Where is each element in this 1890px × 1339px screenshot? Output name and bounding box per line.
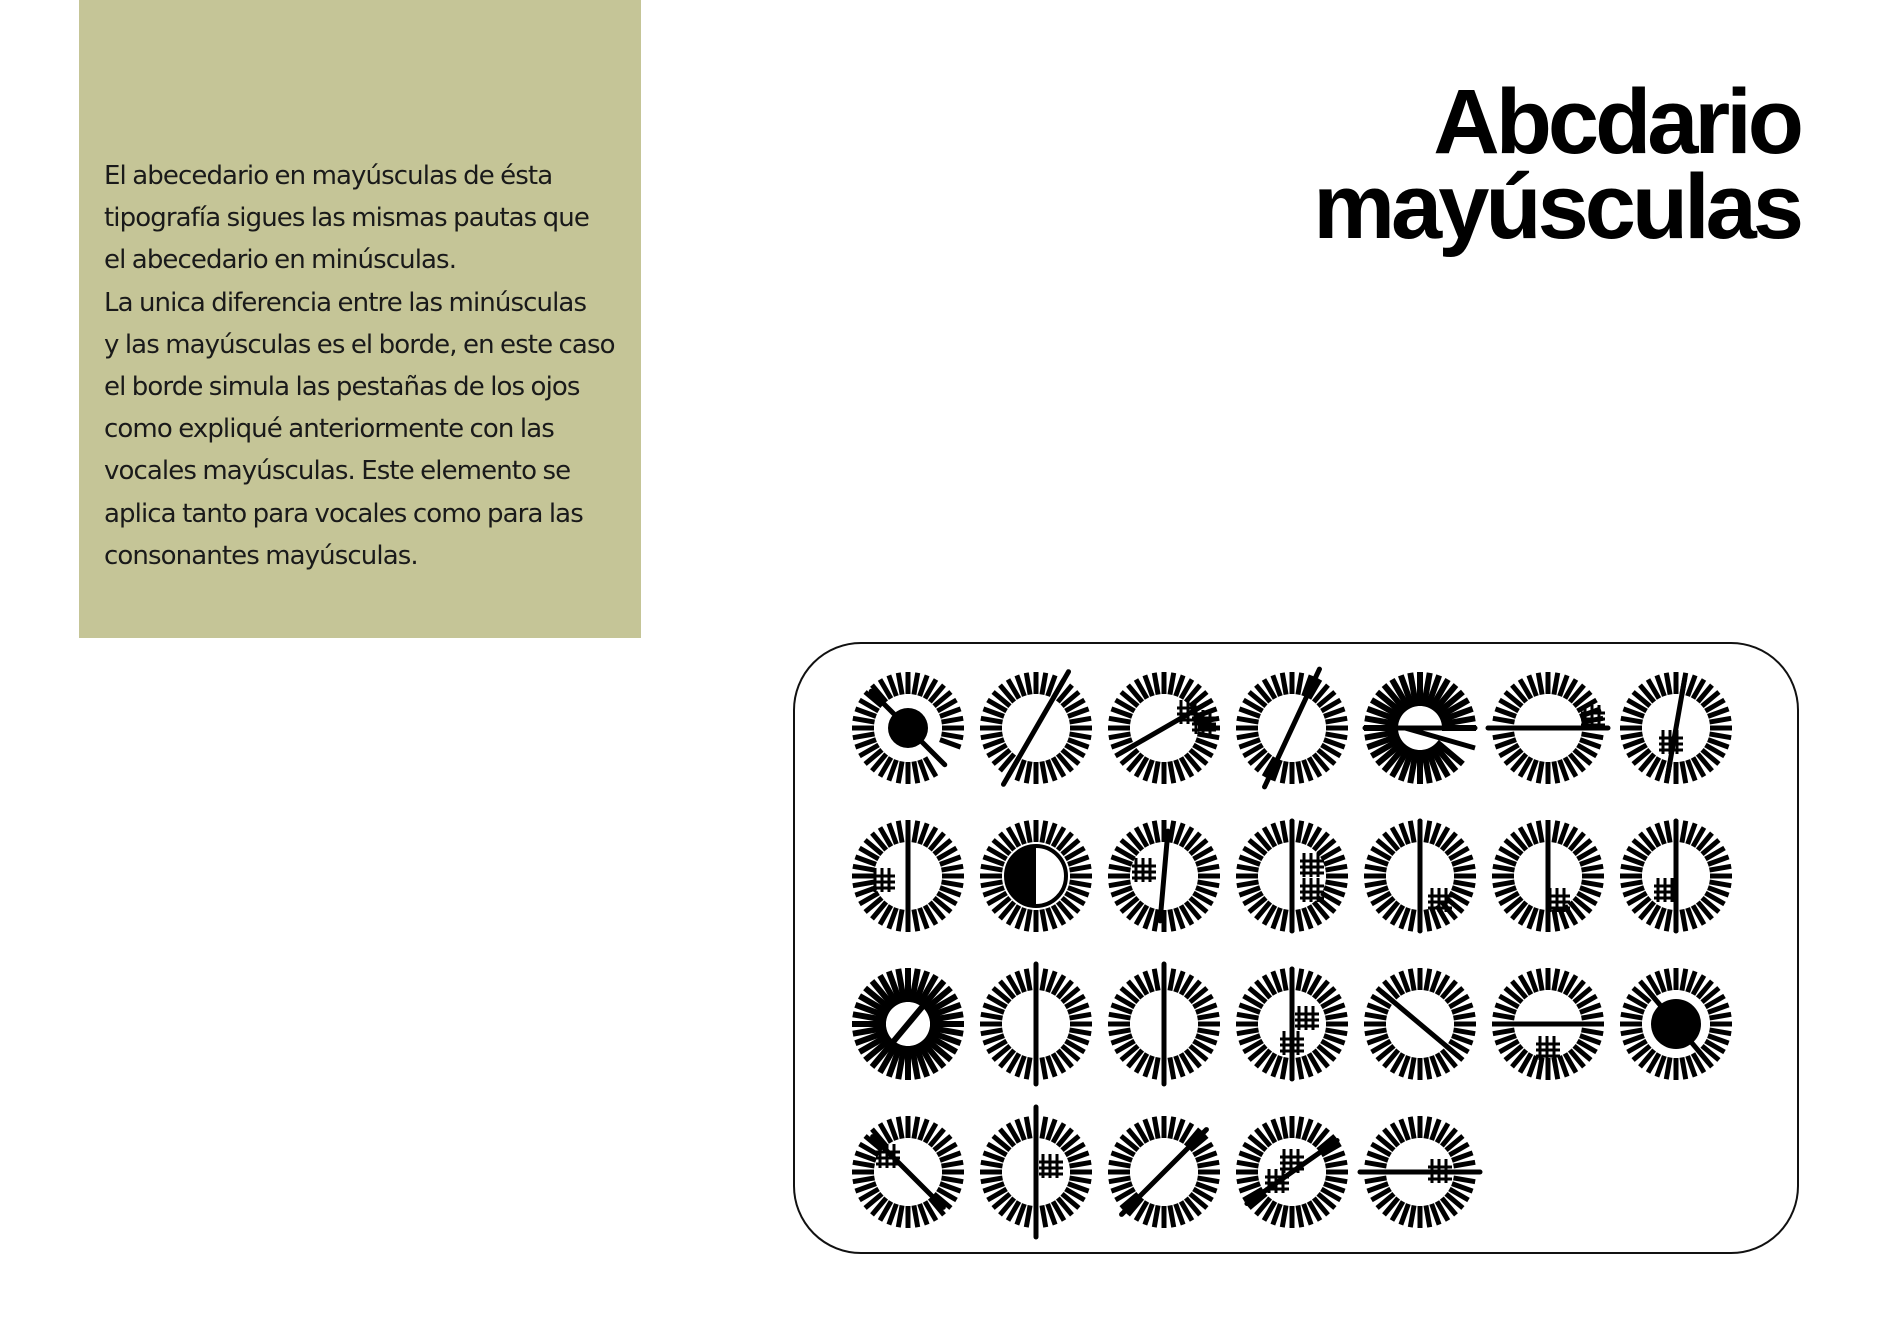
glyph-lash	[1170, 761, 1174, 783]
glyph-lash	[1237, 734, 1259, 738]
glyph-lash	[1154, 909, 1158, 931]
glyph-lash	[1709, 882, 1731, 886]
glyph-lash	[1042, 673, 1046, 695]
glyph-stroke	[1122, 1130, 1207, 1215]
glyph-lash	[1154, 761, 1158, 783]
glyph-lash	[1666, 1057, 1670, 1079]
glyph-lash	[1298, 1205, 1302, 1227]
glyph-lash	[1365, 1178, 1387, 1182]
glyph-lash	[914, 1205, 918, 1227]
glyph-lash	[1197, 1162, 1219, 1166]
glyph-lash	[941, 1162, 963, 1166]
glyph-lash	[914, 821, 918, 843]
glyph-lash	[1282, 969, 1286, 991]
glyph-lash	[1410, 969, 1414, 991]
glyph-lash	[1538, 909, 1542, 931]
glyph-lash	[981, 734, 1003, 738]
glyph-lash	[1554, 821, 1558, 843]
glyph-lash	[1282, 821, 1286, 843]
glyph-lash	[1170, 1057, 1174, 1079]
intro-line: La unica diferencia entre las minúsculas	[104, 287, 587, 318]
glyph-lash	[1410, 909, 1414, 931]
glyph-lash	[1026, 1117, 1030, 1139]
glyph-letter-7	[1621, 655, 1751, 795]
glyph-lash	[1426, 909, 1430, 931]
intro-panel	[79, 0, 641, 638]
glyph-lash	[1109, 1030, 1131, 1034]
glyph-lash	[1325, 882, 1347, 886]
glyph-lash	[1154, 1117, 1158, 1139]
glyph-lash	[1069, 718, 1091, 722]
glyph-lash	[1666, 909, 1670, 931]
glyph-letter-11	[1237, 803, 1367, 943]
glyph-lash	[1325, 1014, 1347, 1018]
glyph-lash	[1069, 866, 1091, 870]
glyph-lash	[1554, 1057, 1558, 1079]
glyph-lash	[1109, 866, 1131, 870]
glyph-letter-14	[1621, 803, 1751, 943]
glyph-lash	[1026, 969, 1030, 991]
glyph-lash	[1282, 673, 1286, 695]
glyph-lash	[1069, 1162, 1091, 1166]
glyph-lash	[1682, 761, 1686, 783]
glyph-lash	[1365, 882, 1387, 886]
glyph-lash	[1154, 673, 1158, 695]
glyph-lash	[1154, 1205, 1158, 1227]
glyph-letter-20	[1493, 951, 1623, 1091]
glyph-lash	[853, 1178, 875, 1182]
glyph-lash	[1554, 673, 1558, 695]
glyph-letter-25	[1237, 1099, 1367, 1239]
glyph-lash	[1554, 761, 1558, 783]
glyph-lash	[853, 1162, 875, 1166]
glyph-lash	[941, 866, 963, 870]
glyph-lash	[853, 718, 875, 722]
glyph-letter-8	[853, 803, 983, 943]
glyph-lash	[1154, 1057, 1158, 1079]
glyph-lash	[1109, 1014, 1131, 1018]
glyph-lash	[898, 1117, 902, 1139]
glyph-lash	[1410, 821, 1414, 843]
alphabet-glyph-grid	[853, 655, 1753, 1255]
glyph-lash	[1621, 866, 1643, 870]
glyph-lash	[1493, 1030, 1515, 1034]
glyph-lash	[1325, 718, 1347, 722]
glyph-lash	[1453, 1014, 1475, 1018]
glyph-lash	[1298, 673, 1302, 695]
glyph-lash	[1237, 718, 1259, 722]
glyph-lash	[853, 734, 875, 738]
glyph-lash	[941, 1178, 963, 1182]
glyph-lash	[1282, 1117, 1286, 1139]
glyph-lash	[1154, 969, 1158, 991]
title-line-2: mayúsculas	[1313, 156, 1800, 258]
glyph-lash	[941, 718, 963, 722]
glyph-lash	[1109, 718, 1131, 722]
glyph-lash	[1026, 761, 1030, 783]
glyph-lash	[1298, 761, 1302, 783]
intro-line: aplica tanto para vocales como para las	[104, 498, 583, 529]
intro-line: vocales mayúsculas. Este elemento se	[104, 456, 571, 487]
glyph-letter-10	[1109, 803, 1239, 943]
glyph-lash	[1365, 866, 1387, 870]
glyph-lash	[1709, 1014, 1731, 1018]
glyph-stroke	[873, 1137, 944, 1208]
glyph-letter-6	[1493, 655, 1623, 795]
glyph-lash	[1069, 1178, 1091, 1182]
glyph-lash	[1493, 866, 1515, 870]
glyph-lash	[1042, 821, 1046, 843]
glyph-lash	[981, 882, 1003, 886]
glyph-lash	[1042, 969, 1046, 991]
glyph-letter-12	[1365, 803, 1495, 943]
glyph-letter-21	[1621, 951, 1751, 1091]
intro-paragraph	[104, 155, 634, 577]
glyph-lash	[1197, 882, 1219, 886]
glyph-lash	[1237, 1162, 1259, 1166]
glyph-letter-2	[981, 655, 1111, 795]
glyph-lash	[1426, 821, 1430, 843]
glyph-lash	[1170, 1205, 1174, 1227]
glyph-lash	[1282, 761, 1286, 783]
glyph-letter-19	[1365, 951, 1495, 1091]
glyph-lash	[1237, 882, 1259, 886]
glyph-lash	[941, 734, 963, 738]
glyph-lash	[1621, 1014, 1643, 1018]
glyph-lash	[914, 909, 918, 931]
glyph-lash	[1410, 1117, 1414, 1139]
glyph-lash	[1538, 821, 1542, 843]
glyph-lash	[981, 866, 1003, 870]
glyph-lash	[1237, 1014, 1259, 1018]
glyph-lash	[1709, 734, 1731, 738]
glyph-lash	[898, 673, 902, 695]
glyph-lash	[914, 1117, 918, 1139]
glyph-lash	[981, 718, 1003, 722]
glyph-lash	[981, 1162, 1003, 1166]
glyph-lash	[1026, 821, 1030, 843]
intro-line: como expliqué anteriormente con las	[104, 414, 554, 445]
glyph-lash	[1453, 1162, 1475, 1166]
glyph-lash	[1538, 969, 1542, 991]
glyph-lash	[1298, 969, 1302, 991]
glyph-lash	[1069, 1030, 1091, 1034]
glyph-lash	[1109, 882, 1131, 886]
glyph-lash	[1170, 909, 1174, 931]
glyph-lash	[1682, 821, 1686, 843]
glyph-lash	[1453, 882, 1475, 886]
glyph-lash	[898, 761, 902, 783]
glyph-lash	[1282, 1205, 1286, 1227]
glyph-lash	[1197, 1178, 1219, 1182]
glyph-letter-5	[1365, 655, 1495, 795]
intro-line: tipografía sigues las mismas pautas que	[104, 203, 589, 234]
glyph-letter-15	[853, 951, 983, 1091]
glyph-lash	[1621, 718, 1643, 722]
glyph-lash	[1581, 882, 1603, 886]
glyph-lash	[1453, 866, 1475, 870]
glyph-lash	[981, 1014, 1003, 1018]
glyph-lash	[940, 740, 961, 748]
glyph-letter-13	[1493, 803, 1623, 943]
title-line-1: Abcdario	[1433, 71, 1800, 173]
glyph-lash	[1237, 1030, 1259, 1034]
glyph-lash	[914, 761, 918, 783]
glyph-lash	[1581, 1014, 1603, 1018]
glyph-lash	[1042, 909, 1046, 931]
glyph-lash	[1298, 909, 1302, 931]
glyph-lash	[1197, 1014, 1219, 1018]
glyph-lash	[1538, 673, 1542, 695]
glyph-lash	[1682, 969, 1686, 991]
glyph-lash	[1426, 969, 1430, 991]
glyph-letter-9	[981, 803, 1111, 943]
glyph-half-fill	[1006, 846, 1036, 906]
glyph-lash	[1042, 1057, 1046, 1079]
glyph-lash	[898, 909, 902, 931]
glyph-lash	[1237, 866, 1259, 870]
glyph-lash	[1621, 734, 1643, 738]
glyph-lash	[1042, 1205, 1046, 1227]
glyph-lash	[1026, 1205, 1030, 1227]
glyph-lash	[1109, 734, 1131, 738]
glyph-lash	[1237, 1178, 1259, 1182]
glyph-lash	[1325, 866, 1347, 870]
glyph-lash	[1170, 673, 1174, 695]
glyph-lash	[1493, 882, 1515, 886]
glyph-lash	[1493, 718, 1515, 722]
intro-line: El abecedario en mayúsculas de ésta	[104, 161, 553, 191]
glyph-lash	[1621, 1030, 1643, 1034]
glyph-lash	[1554, 909, 1558, 931]
glyph-lash	[1154, 821, 1158, 843]
glyph-lash	[1682, 909, 1686, 931]
glyph-stroke	[1160, 831, 1168, 921]
glyph-lash	[981, 1030, 1003, 1034]
glyph-lash	[1026, 1057, 1030, 1079]
glyph-lash	[1325, 1162, 1347, 1166]
glyph-lash	[1109, 1162, 1131, 1166]
glyph-letter-18	[1237, 951, 1367, 1091]
glyph-lash	[1069, 1014, 1091, 1018]
glyph-lash	[1042, 761, 1046, 783]
glyph-lash	[1410, 1205, 1414, 1227]
glyph-lash	[1170, 969, 1174, 991]
glyph-lash	[1170, 821, 1174, 843]
glyph-lash	[1069, 882, 1091, 886]
glyph-lash	[1170, 1117, 1174, 1139]
glyph-lash	[1365, 1030, 1387, 1034]
glyph-letter-26	[1365, 1099, 1495, 1239]
glyph-lash	[1493, 734, 1515, 738]
glyph-lash	[1666, 673, 1670, 695]
glyph-lash	[1282, 909, 1286, 931]
glyph-lash	[1426, 1205, 1430, 1227]
glyph-letter-1	[853, 655, 983, 795]
glyph-lash	[1581, 1030, 1603, 1034]
glyph-letter-22	[853, 1099, 983, 1239]
glyph-lash	[1282, 1057, 1286, 1079]
glyph-lash	[1298, 821, 1302, 843]
glyph-lash	[853, 866, 875, 870]
glyph-lash	[1197, 734, 1219, 738]
glyph-lash	[981, 1178, 1003, 1182]
glyph-lash	[1026, 673, 1030, 695]
glyph-lash	[898, 821, 902, 843]
glyph-lash	[1325, 734, 1347, 738]
glyph-lash	[1453, 1178, 1475, 1182]
glyph-lash	[1325, 1178, 1347, 1182]
glyph-lash	[1197, 866, 1219, 870]
glyph-lash	[1621, 882, 1643, 886]
glyph-lash	[1581, 866, 1603, 870]
glyph-lash	[1709, 1030, 1731, 1034]
glyph-lash	[1298, 1057, 1302, 1079]
glyph-slash	[893, 1006, 923, 1042]
glyph-lash	[1026, 909, 1030, 931]
glyph-lash	[914, 673, 918, 695]
glyph-letter-4	[1237, 655, 1367, 795]
glyph-lash	[1069, 734, 1091, 738]
intro-line: consonantes mayúsculas.	[104, 540, 418, 571]
intro-line: y las mayúsculas es el borde, en este caso	[104, 329, 615, 360]
glyph-lash	[1666, 969, 1670, 991]
page-title	[1313, 71, 1800, 258]
glyph-lash	[1042, 1117, 1046, 1139]
glyph-lash	[1493, 1014, 1515, 1018]
glyph-lash	[1197, 1030, 1219, 1034]
glyph-lash	[1538, 1057, 1542, 1079]
glyph-stroke	[871, 691, 945, 765]
glyph-lash	[1581, 734, 1603, 738]
glyph-lash	[1709, 866, 1731, 870]
glyph-lash	[1554, 969, 1558, 991]
glyph-lash	[1426, 1117, 1430, 1139]
glyph-lash	[941, 882, 963, 886]
glyph-lash	[1365, 1162, 1387, 1166]
glyph-letter-23	[981, 1099, 1111, 1239]
glyph-lash	[1109, 1178, 1131, 1182]
glyph-lash	[1325, 1030, 1347, 1034]
glyph-lash	[1453, 1030, 1475, 1034]
glyph-letter-3	[1109, 655, 1239, 795]
glyph-letter-17	[1109, 951, 1239, 1091]
glyph-lash	[1682, 1057, 1686, 1079]
glyph-lash	[1666, 821, 1670, 843]
glyph-letter-16	[981, 951, 1111, 1091]
glyph-lash	[1410, 1057, 1414, 1079]
glyph-letter-24	[1109, 1099, 1239, 1239]
glyph-lash	[1709, 718, 1731, 722]
glyph-lash	[1538, 761, 1542, 783]
glyph-lash	[898, 1205, 902, 1227]
intro-line: el abecedario en minúsculas.	[104, 245, 457, 276]
glyph-lash	[1298, 1117, 1302, 1139]
glyph-lash	[1365, 1014, 1387, 1018]
glyph-lash	[1426, 1057, 1430, 1079]
intro-line: el borde simula las pestañas de los ojos	[104, 372, 580, 403]
